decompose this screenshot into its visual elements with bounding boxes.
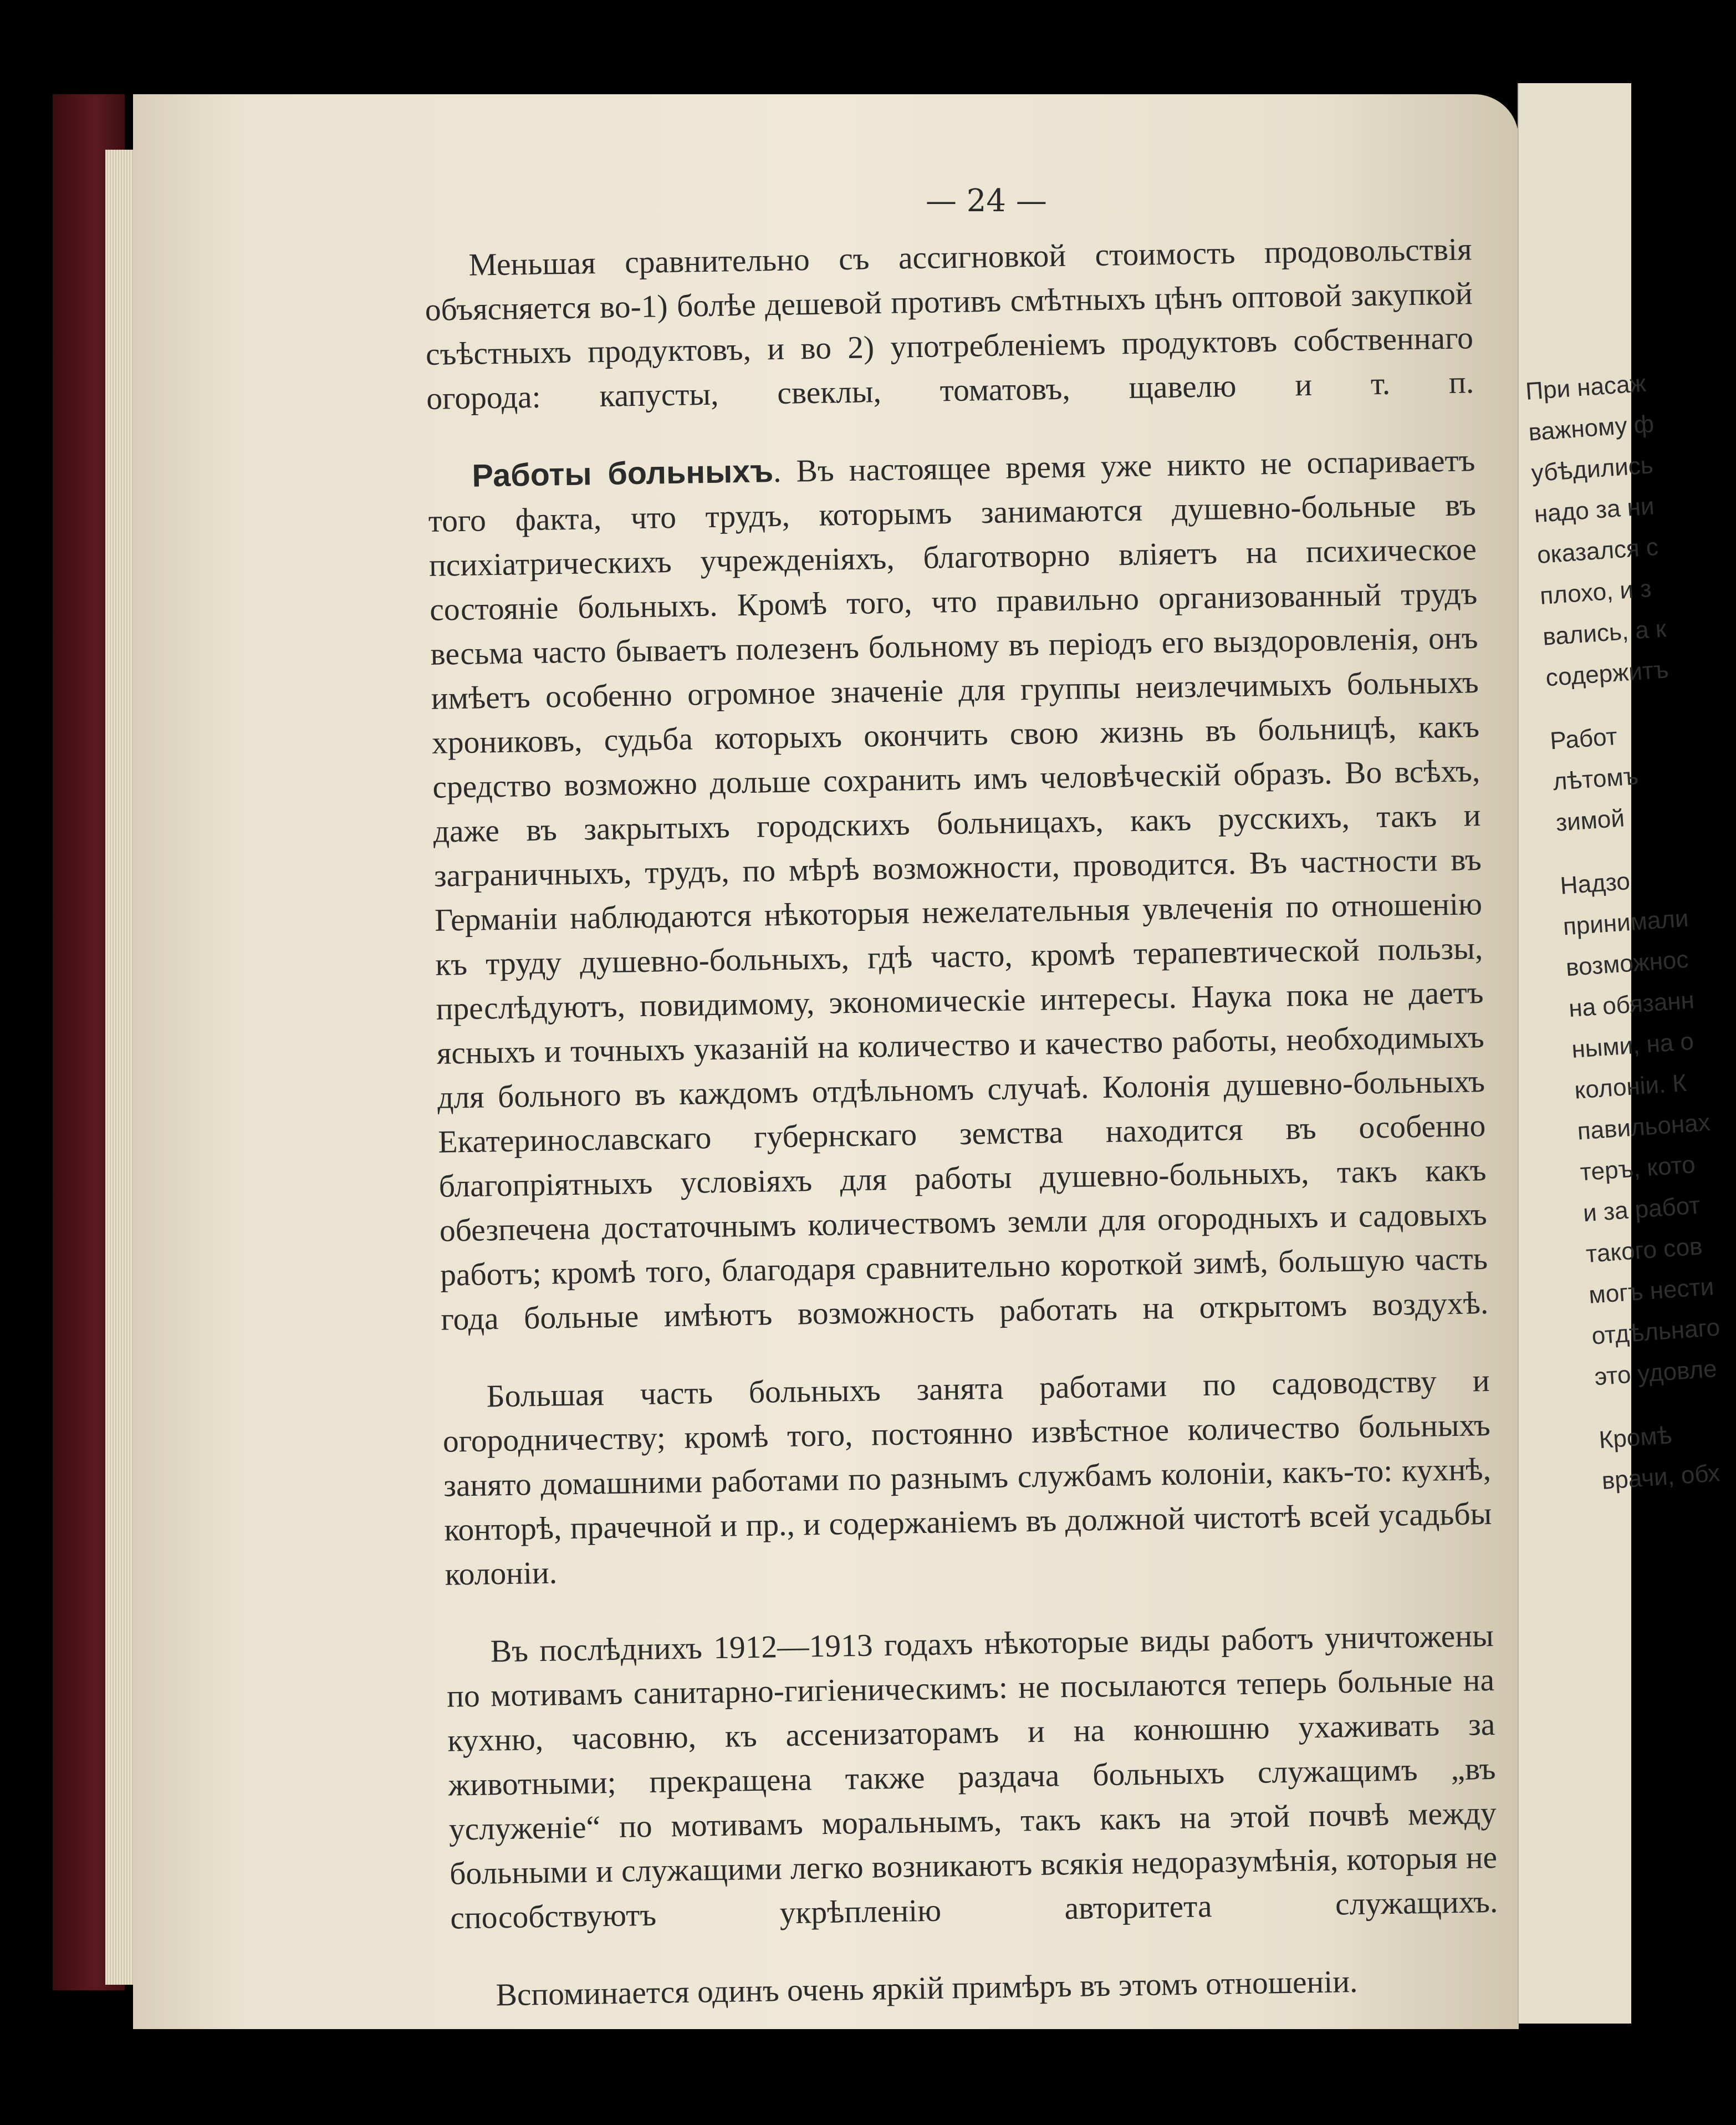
right-page-line: павильонах	[1576, 1108, 1712, 1145]
page-number: — 24 —	[926, 183, 1047, 219]
right-page-line: Работ	[1549, 722, 1618, 755]
right-page-line: на обязанн	[1567, 986, 1696, 1023]
right-page-line: это удовле	[1594, 1355, 1718, 1391]
right-page-line: врачи, обх	[1601, 1459, 1721, 1495]
right-page-edge	[1518, 83, 1721, 2024]
right-page-line: вались, а к	[1541, 615, 1667, 651]
right-page-line: Надзо	[1559, 867, 1631, 900]
right-page-line: принимали	[1562, 904, 1689, 941]
paragraph-1912-1913: Въ послѣднихъ 1912—1913 годахъ нѣкоторые виды работъ уничтожены по мотивамъ санитарно-гигіеническимъ: не посылаются теперь больные на кухню, часовню, къ ассенизаторамъ и на конюшню ухаживать за животными; прекращена также раздача больныхъ служащимъ „въ услуженіе“ по мотивамъ моральнымъ, такъ какъ на этой почвѣ между больными и служащими легко возникаютъ всякія недоразумѣнія, которыя не способствуютъ укрѣпленію авторитета служащихъ.	[446, 1618, 1498, 1936]
paragraph-gardening: Большая часть больныхъ занята работами по садоводству и огородничеству; кромѣ того, постоянно извѣстное количество больныхъ занято домашними работами по разнымъ службамъ колоніи, какъ-то: кухнѣ, конторѣ, прачечной и пр., и содержаніемъ въ должной чистотѣ всей усадьбы колоніи.	[442, 1363, 1492, 1592]
section-heading: Работы больныхъ	[472, 453, 774, 494]
paragraph-patient-work-text: . Въ настоящее время уже никто не оспариваетъ того факта, что трудъ, которымъ занимаются душевно-больные въ психіатрическихъ учрежденіяхъ, благотворно вліяетъ на психическое состояніе больныхъ. Кромѣ того, что правильно организованный трудъ весьма часто бываетъ полезенъ больному въ періодъ его выздоровленія, онъ имѣетъ особенно огромное значеніе для группы неизлечимыхъ больныхъ хрониковъ, судьба которыхъ окончить свою жизнь въ больницѣ, какъ средство возможно дольше сохранить имъ человѣческій образъ. Во всѣхъ, даже въ закрытыхъ городскихъ больницахъ, какъ русскихъ, такъ и заграничныхъ, трудъ, по мѣрѣ возможности, проводится. Въ частности въ Германіи наблюдаются нѣкоторыя нежелательныя увлеченія по отношенію къ труду душевно-больныхъ, гдѣ часто, кромѣ терапевтической пользы, преслѣдуютъ, повидимому, экономическіе интересы. Наука пока не даетъ ясныхъ и точныхъ указаній на количество и качество работы, необходимыхъ для больного въ каждомъ отдѣльномъ случаѣ. Колонія душевно-больныхъ Екатеринославскаго губернскаго земства находится въ особенно благопріятныхъ условіяхъ для работы душевно-больныхъ, такъ какъ обезпечена достаточнымъ количествомъ земли для огородныхъ и садовыхъ работъ; кромѣ того, благодаря сравнительно короткой зимѣ, большую часть года больные имѣютъ возможность работать на открытомъ воздухѣ.	[428, 443, 1489, 1337]
right-page-line: зимой	[1555, 804, 1626, 837]
right-page-line: надо за ни	[1533, 492, 1656, 528]
right-page-line: такого сов	[1585, 1232, 1704, 1268]
right-page-line: ными, на о	[1570, 1027, 1695, 1063]
right-page-line: лѣтомъ	[1552, 762, 1640, 796]
right-page-line: плохо, и з	[1539, 575, 1652, 610]
right-page-text-fragments	[1524, 362, 1736, 1502]
right-page-line: и за работ	[1582, 1191, 1701, 1227]
right-page-line: отдѣльнаго	[1590, 1313, 1721, 1350]
right-page-line: оказался с	[1536, 533, 1660, 569]
right-page-line: Кромѣ	[1598, 1421, 1673, 1454]
right-page-line: содержитъ	[1544, 656, 1670, 692]
right-page-line: убѣдились	[1530, 451, 1655, 487]
right-page-line: теръ, кото	[1579, 1151, 1697, 1186]
right-page-line: колоніи. К	[1574, 1069, 1688, 1104]
paragraph-example: Вспоминается одинъ очень яркій примѣръ въ этомъ отношеніи.	[496, 1964, 1358, 2013]
right-page-line: могъ нести	[1587, 1273, 1715, 1309]
paragraph-patient-work	[427, 438, 1489, 1342]
right-page-line: важному ф	[1527, 410, 1655, 446]
right-page-line: возможнос	[1565, 945, 1689, 982]
right-page-line: При насаж	[1524, 369, 1647, 405]
paragraph-food-cost: Меньшая сравнительно съ ассигновкой стоимость продовольствія объясняется во-1) болѣе дешевой противъ смѣтныхъ цѣнъ оптовой закупкой съѣстныхъ продуктовъ, и во 2) употребленіемъ продуктовъ собственнаго огорода: капусты, свеклы, томатовъ, щавелю и т. п.	[425, 232, 1474, 416]
page-body-text	[424, 227, 1499, 2018]
